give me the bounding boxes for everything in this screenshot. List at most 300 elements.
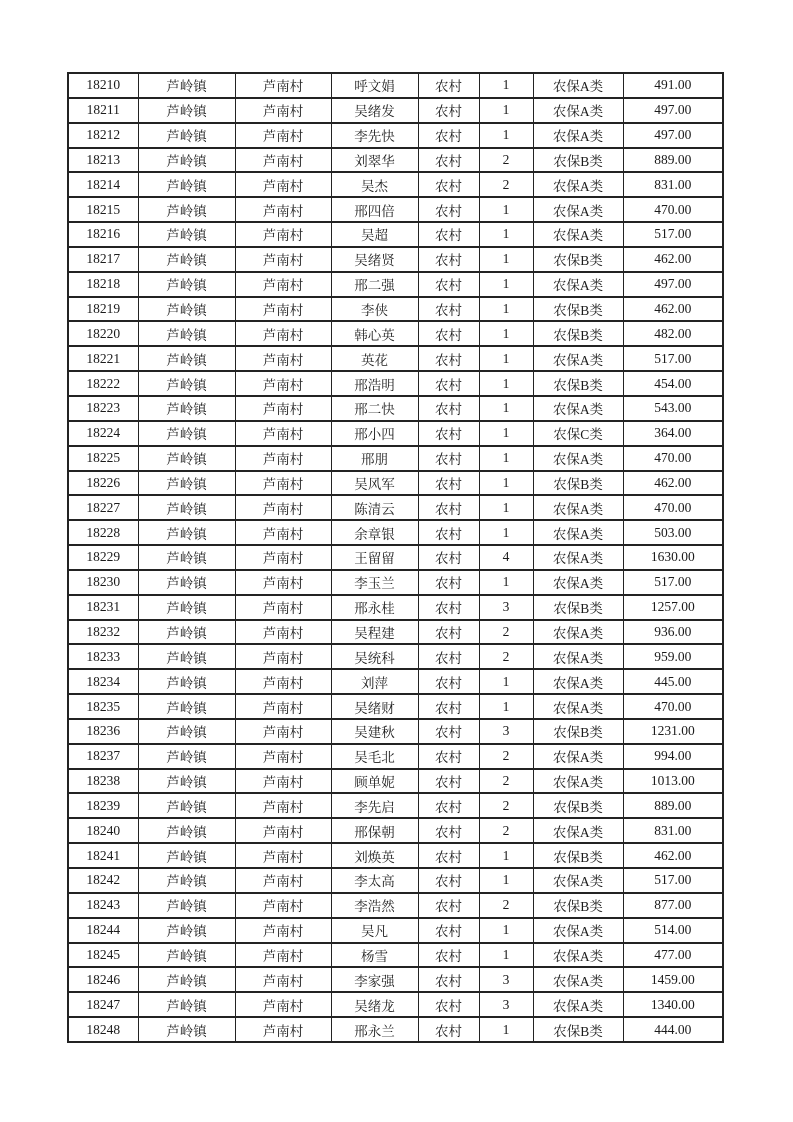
table-body: [68, 73, 723, 1042]
cell-category: 农保A类: [533, 769, 623, 794]
cell-town: 芦岭镇: [138, 73, 235, 98]
cell-village: 芦南村: [235, 719, 331, 744]
cell-amount: 497.00: [623, 123, 723, 148]
table-row: [68, 346, 723, 371]
cell-id: 18243: [68, 893, 138, 918]
cell-town: 芦岭镇: [138, 396, 235, 421]
cell-count: 1: [479, 918, 533, 943]
cell-count: 4: [479, 545, 533, 570]
cell-category: 农保C类: [533, 421, 623, 446]
cell-type: 农村: [418, 172, 479, 197]
cell-category: 农保A类: [533, 570, 623, 595]
cell-category: 农保A类: [533, 694, 623, 719]
cell-category: 农保A类: [533, 967, 623, 992]
cell-village: 芦南村: [235, 396, 331, 421]
cell-town: 芦岭镇: [138, 570, 235, 595]
record-table: [67, 72, 724, 1043]
table-row: [68, 247, 723, 272]
cell-town: 芦岭镇: [138, 545, 235, 570]
cell-village: 芦南村: [235, 346, 331, 371]
cell-id: 18241: [68, 843, 138, 868]
cell-count: 3: [479, 595, 533, 620]
cell-amount: 462.00: [623, 297, 723, 322]
cell-category: 农保A类: [533, 868, 623, 893]
cell-type: 农村: [418, 371, 479, 396]
cell-village: 芦南村: [235, 694, 331, 719]
cell-name: 陈清云: [331, 495, 418, 520]
cell-id: 18218: [68, 272, 138, 297]
cell-category: 农保A类: [533, 918, 623, 943]
cell-name: 李太高: [331, 868, 418, 893]
table-row: [68, 992, 723, 1017]
cell-category: 农保A类: [533, 197, 623, 222]
cell-id: 18211: [68, 98, 138, 123]
cell-village: 芦南村: [235, 644, 331, 669]
cell-amount: 444.00: [623, 1017, 723, 1042]
cell-village: 芦南村: [235, 620, 331, 645]
cell-name: 吴风军: [331, 471, 418, 496]
cell-village: 芦南村: [235, 868, 331, 893]
cell-category: 农保A类: [533, 73, 623, 98]
cell-id: 18244: [68, 918, 138, 943]
cell-name: 余章银: [331, 520, 418, 545]
cell-count: 1: [479, 520, 533, 545]
cell-id: 18230: [68, 570, 138, 595]
cell-type: 农村: [418, 421, 479, 446]
table-row: [68, 297, 723, 322]
cell-town: 芦岭镇: [138, 172, 235, 197]
cell-category: 农保A类: [533, 744, 623, 769]
cell-village: 芦南村: [235, 421, 331, 446]
cell-category: 农保A类: [533, 495, 623, 520]
table-row: [68, 868, 723, 893]
cell-category: 农保B类: [533, 297, 623, 322]
table-row: [68, 843, 723, 868]
cell-village: 芦南村: [235, 1017, 331, 1042]
cell-village: 芦南村: [235, 123, 331, 148]
cell-town: 芦岭镇: [138, 943, 235, 968]
cell-town: 芦岭镇: [138, 321, 235, 346]
cell-type: 农村: [418, 471, 479, 496]
cell-amount: 889.00: [623, 793, 723, 818]
cell-amount: 470.00: [623, 197, 723, 222]
cell-type: 农村: [418, 197, 479, 222]
cell-town: 芦岭镇: [138, 197, 235, 222]
cell-village: 芦南村: [235, 172, 331, 197]
cell-village: 芦南村: [235, 148, 331, 173]
cell-type: 农村: [418, 148, 479, 173]
cell-count: 1: [479, 321, 533, 346]
cell-type: 农村: [418, 644, 479, 669]
cell-count: 1: [479, 843, 533, 868]
cell-category: 农保B类: [533, 371, 623, 396]
cell-amount: 877.00: [623, 893, 723, 918]
cell-name: 王留留: [331, 545, 418, 570]
cell-count: 2: [479, 893, 533, 918]
cell-amount: 503.00: [623, 520, 723, 545]
table-row: [68, 769, 723, 794]
cell-id: 18213: [68, 148, 138, 173]
cell-type: 农村: [418, 868, 479, 893]
cell-id: 18215: [68, 197, 138, 222]
cell-village: 芦南村: [235, 371, 331, 396]
cell-count: 3: [479, 719, 533, 744]
table-row: [68, 222, 723, 247]
table-row: [68, 669, 723, 694]
cell-count: 1: [479, 943, 533, 968]
cell-village: 芦南村: [235, 545, 331, 570]
cell-name: 邢朋: [331, 446, 418, 471]
cell-count: 1: [479, 495, 533, 520]
cell-name: 吴绪龙: [331, 992, 418, 1017]
cell-name: 李先快: [331, 123, 418, 148]
cell-count: 2: [479, 744, 533, 769]
table-row: [68, 694, 723, 719]
cell-type: 农村: [418, 620, 479, 645]
cell-town: 芦岭镇: [138, 98, 235, 123]
cell-id: 18247: [68, 992, 138, 1017]
cell-id: 18248: [68, 1017, 138, 1042]
cell-town: 芦岭镇: [138, 967, 235, 992]
cell-name: 吴杰: [331, 172, 418, 197]
cell-type: 农村: [418, 818, 479, 843]
cell-village: 芦南村: [235, 967, 331, 992]
table-row: [68, 421, 723, 446]
table-row: [68, 918, 723, 943]
cell-name: 邢浩明: [331, 371, 418, 396]
cell-id: 18214: [68, 172, 138, 197]
cell-name: 邢四倍: [331, 197, 418, 222]
table-row: [68, 396, 723, 421]
cell-name: 刘萍: [331, 669, 418, 694]
cell-category: 农保B类: [533, 1017, 623, 1042]
cell-count: 2: [479, 793, 533, 818]
cell-count: 2: [479, 644, 533, 669]
table-row: [68, 98, 723, 123]
cell-type: 农村: [418, 272, 479, 297]
cell-id: 18221: [68, 346, 138, 371]
cell-type: 农村: [418, 545, 479, 570]
cell-amount: 517.00: [623, 868, 723, 893]
cell-village: 芦南村: [235, 793, 331, 818]
cell-amount: 1013.00: [623, 769, 723, 794]
cell-town: 芦岭镇: [138, 148, 235, 173]
cell-name: 吴超: [331, 222, 418, 247]
cell-count: 1: [479, 1017, 533, 1042]
cell-type: 农村: [418, 495, 479, 520]
cell-category: 农保A类: [533, 123, 623, 148]
cell-town: 芦岭镇: [138, 669, 235, 694]
cell-id: 18219: [68, 297, 138, 322]
cell-count: 1: [479, 471, 533, 496]
cell-village: 芦南村: [235, 744, 331, 769]
cell-town: 芦岭镇: [138, 247, 235, 272]
cell-id: 18238: [68, 769, 138, 794]
cell-name: 吴绪发: [331, 98, 418, 123]
cell-name: 英花: [331, 346, 418, 371]
cell-village: 芦南村: [235, 520, 331, 545]
cell-count: 1: [479, 694, 533, 719]
cell-name: 杨雪: [331, 943, 418, 968]
cell-count: 1: [479, 297, 533, 322]
cell-town: 芦岭镇: [138, 992, 235, 1017]
cell-category: 农保A类: [533, 520, 623, 545]
cell-type: 农村: [418, 297, 479, 322]
cell-amount: 1231.00: [623, 719, 723, 744]
cell-type: 农村: [418, 843, 479, 868]
cell-amount: 470.00: [623, 446, 723, 471]
table-row: [68, 893, 723, 918]
cell-category: 农保A类: [533, 943, 623, 968]
cell-amount: 831.00: [623, 818, 723, 843]
cell-town: 芦岭镇: [138, 719, 235, 744]
cell-id: 18212: [68, 123, 138, 148]
cell-count: 1: [479, 98, 533, 123]
cell-category: 农保A类: [533, 992, 623, 1017]
cell-amount: 491.00: [623, 73, 723, 98]
cell-id: 18232: [68, 620, 138, 645]
cell-count: 1: [479, 222, 533, 247]
cell-type: 农村: [418, 694, 479, 719]
cell-category: 农保A类: [533, 172, 623, 197]
cell-count: 1: [479, 346, 533, 371]
cell-id: 18231: [68, 595, 138, 620]
table-row: [68, 272, 723, 297]
cell-town: 芦岭镇: [138, 123, 235, 148]
cell-name: 李家强: [331, 967, 418, 992]
cell-village: 芦南村: [235, 818, 331, 843]
cell-count: 2: [479, 148, 533, 173]
table-row: [68, 793, 723, 818]
cell-type: 农村: [418, 446, 479, 471]
cell-amount: 1257.00: [623, 595, 723, 620]
cell-type: 农村: [418, 992, 479, 1017]
cell-count: 2: [479, 769, 533, 794]
cell-amount: 543.00: [623, 396, 723, 421]
cell-amount: 462.00: [623, 247, 723, 272]
cell-town: 芦岭镇: [138, 421, 235, 446]
cell-name: 李浩然: [331, 893, 418, 918]
cell-count: 1: [479, 669, 533, 694]
cell-amount: 470.00: [623, 495, 723, 520]
cell-town: 芦岭镇: [138, 769, 235, 794]
cell-id: 18236: [68, 719, 138, 744]
cell-type: 农村: [418, 247, 479, 272]
cell-type: 农村: [418, 967, 479, 992]
cell-town: 芦岭镇: [138, 471, 235, 496]
cell-count: 1: [479, 570, 533, 595]
cell-id: 18216: [68, 222, 138, 247]
cell-id: 18223: [68, 396, 138, 421]
cell-count: 1: [479, 396, 533, 421]
cell-name: 吴建秋: [331, 719, 418, 744]
cell-name: 刘翠华: [331, 148, 418, 173]
table-row: [68, 148, 723, 173]
cell-name: 刘焕英: [331, 843, 418, 868]
cell-amount: 517.00: [623, 346, 723, 371]
cell-name: 韩心英: [331, 321, 418, 346]
cell-id: 18220: [68, 321, 138, 346]
cell-amount: 497.00: [623, 272, 723, 297]
cell-type: 农村: [418, 520, 479, 545]
cell-id: 18229: [68, 545, 138, 570]
cell-town: 芦岭镇: [138, 620, 235, 645]
cell-id: 18228: [68, 520, 138, 545]
cell-town: 芦岭镇: [138, 1017, 235, 1042]
cell-count: 3: [479, 967, 533, 992]
cell-id: 18227: [68, 495, 138, 520]
cell-village: 芦南村: [235, 843, 331, 868]
cell-name: 李侠: [331, 297, 418, 322]
cell-village: 芦南村: [235, 669, 331, 694]
cell-amount: 462.00: [623, 471, 723, 496]
cell-type: 农村: [418, 123, 479, 148]
table-row: [68, 967, 723, 992]
cell-category: 农保A类: [533, 346, 623, 371]
cell-type: 农村: [418, 98, 479, 123]
cell-amount: 454.00: [623, 371, 723, 396]
cell-count: 1: [479, 247, 533, 272]
cell-type: 农村: [418, 793, 479, 818]
cell-amount: 994.00: [623, 744, 723, 769]
cell-id: 18242: [68, 868, 138, 893]
table-row: [68, 943, 723, 968]
cell-id: 18235: [68, 694, 138, 719]
cell-amount: 517.00: [623, 570, 723, 595]
cell-village: 芦南村: [235, 446, 331, 471]
cell-amount: 477.00: [623, 943, 723, 968]
cell-id: 18210: [68, 73, 138, 98]
cell-category: 农保A类: [533, 272, 623, 297]
cell-type: 农村: [418, 222, 479, 247]
cell-category: 农保A类: [533, 98, 623, 123]
cell-town: 芦岭镇: [138, 843, 235, 868]
cell-category: 农保B类: [533, 719, 623, 744]
cell-amount: 1630.00: [623, 545, 723, 570]
cell-name: 吴绪财: [331, 694, 418, 719]
cell-id: 18239: [68, 793, 138, 818]
cell-category: 农保A类: [533, 669, 623, 694]
cell-type: 农村: [418, 893, 479, 918]
cell-village: 芦南村: [235, 769, 331, 794]
cell-name: 吴程建: [331, 620, 418, 645]
cell-amount: 889.00: [623, 148, 723, 173]
table-row: [68, 123, 723, 148]
cell-town: 芦岭镇: [138, 644, 235, 669]
cell-id: 18233: [68, 644, 138, 669]
cell-village: 芦南村: [235, 471, 331, 496]
cell-type: 农村: [418, 918, 479, 943]
cell-name: 邢小四: [331, 421, 418, 446]
cell-category: 农保B类: [533, 321, 623, 346]
cell-name: 吴凡: [331, 918, 418, 943]
cell-town: 芦岭镇: [138, 520, 235, 545]
cell-town: 芦岭镇: [138, 694, 235, 719]
cell-name: 李玉兰: [331, 570, 418, 595]
cell-village: 芦南村: [235, 98, 331, 123]
cell-town: 芦岭镇: [138, 222, 235, 247]
cell-type: 农村: [418, 595, 479, 620]
cell-village: 芦南村: [235, 595, 331, 620]
cell-count: 1: [479, 123, 533, 148]
cell-name: 呼文娟: [331, 73, 418, 98]
cell-amount: 497.00: [623, 98, 723, 123]
cell-village: 芦南村: [235, 570, 331, 595]
cell-category: 农保A类: [533, 545, 623, 570]
cell-amount: 482.00: [623, 321, 723, 346]
cell-id: 18240: [68, 818, 138, 843]
cell-name: 吴绪贤: [331, 247, 418, 272]
table-row: [68, 471, 723, 496]
cell-category: 农保B类: [533, 893, 623, 918]
cell-town: 芦岭镇: [138, 446, 235, 471]
cell-category: 农保A类: [533, 222, 623, 247]
cell-village: 芦南村: [235, 222, 331, 247]
cell-id: 18217: [68, 247, 138, 272]
cell-village: 芦南村: [235, 943, 331, 968]
cell-type: 农村: [418, 73, 479, 98]
cell-category: 农保B类: [533, 843, 623, 868]
cell-type: 农村: [418, 396, 479, 421]
cell-count: 2: [479, 172, 533, 197]
cell-category: 农保A类: [533, 396, 623, 421]
table-row: [68, 818, 723, 843]
cell-amount: 445.00: [623, 669, 723, 694]
cell-count: 3: [479, 992, 533, 1017]
cell-category: 农保A类: [533, 620, 623, 645]
cell-town: 芦岭镇: [138, 272, 235, 297]
cell-village: 芦南村: [235, 272, 331, 297]
cell-category: 农保B类: [533, 595, 623, 620]
cell-count: 1: [479, 73, 533, 98]
cell-count: 1: [479, 868, 533, 893]
cell-village: 芦南村: [235, 247, 331, 272]
cell-type: 农村: [418, 321, 479, 346]
cell-id: 18224: [68, 421, 138, 446]
cell-amount: 936.00: [623, 620, 723, 645]
cell-id: 18226: [68, 471, 138, 496]
cell-category: 农保B类: [533, 471, 623, 496]
cell-amount: 364.00: [623, 421, 723, 446]
cell-amount: 462.00: [623, 843, 723, 868]
cell-name: 李先启: [331, 793, 418, 818]
cell-type: 农村: [418, 346, 479, 371]
cell-type: 农村: [418, 744, 479, 769]
cell-amount: 517.00: [623, 222, 723, 247]
cell-town: 芦岭镇: [138, 793, 235, 818]
cell-amount: 831.00: [623, 172, 723, 197]
cell-count: 1: [479, 421, 533, 446]
cell-type: 农村: [418, 719, 479, 744]
table-row: [68, 197, 723, 222]
cell-name: 邢永兰: [331, 1017, 418, 1042]
table-row: [68, 371, 723, 396]
table-row: [68, 321, 723, 346]
cell-amount: 1340.00: [623, 992, 723, 1017]
cell-town: 芦岭镇: [138, 744, 235, 769]
cell-town: 芦岭镇: [138, 371, 235, 396]
table-row: [68, 644, 723, 669]
cell-name: 顾单妮: [331, 769, 418, 794]
cell-village: 芦南村: [235, 197, 331, 222]
cell-town: 芦岭镇: [138, 297, 235, 322]
table-row: [68, 520, 723, 545]
cell-name: 吴毛北: [331, 744, 418, 769]
table-row: [68, 545, 723, 570]
table-row: [68, 446, 723, 471]
table-row: [68, 1017, 723, 1042]
cell-category: 农保B类: [533, 793, 623, 818]
